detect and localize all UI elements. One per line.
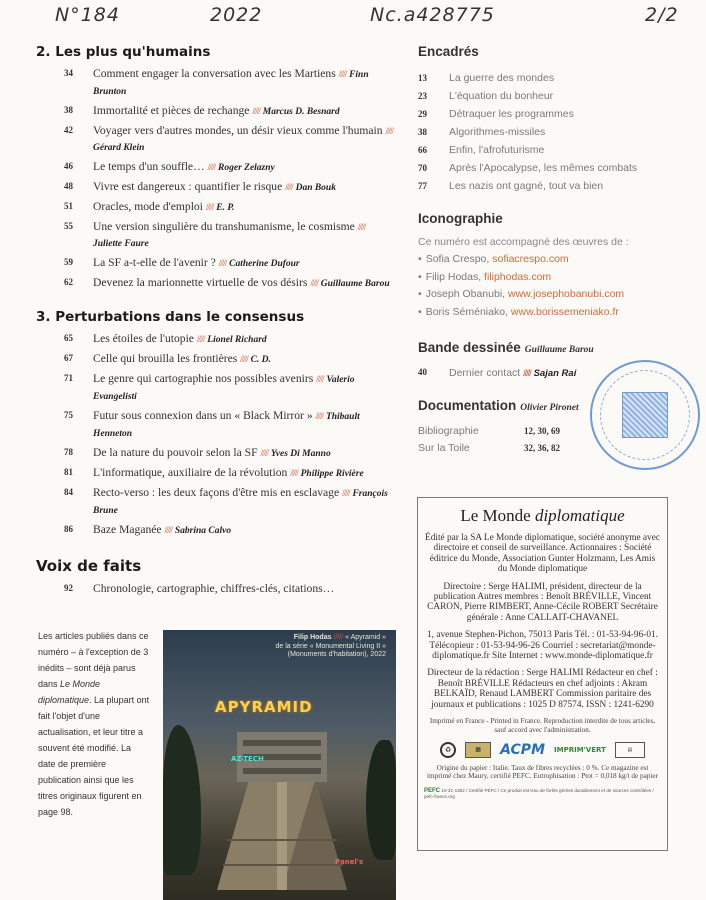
library-stamp [590,360,700,470]
artist-item [418,269,683,287]
section-title: 3. Perturbations dans le consensus [36,309,305,325]
bd-page: 40 [418,367,427,377]
entry-sep: ///// [164,525,172,535]
entry-sep: ///// [357,222,366,232]
entry-author: Gérard Klein [93,143,145,153]
imprimvert-logo: IMPRIM'VERT [554,745,606,754]
toc-entry[interactable] [36,351,396,368]
toc-entry[interactable] [36,581,396,596]
colophon-board: Directoire : Serge HALIMI, président, directeur de la publication Autres membres : Benoît BRÉVILLE, Vincent CARON, Pierre RIMBERT, Anne-Cécile ROBERT Secrétaire générale : Anne CALLAIT-CHAVANEL [427,581,658,623]
encadre-item[interactable] [418,159,683,177]
colophon-editorial: Directeur de la rédaction : Serge HALIMI Rédacteur en chef : Benoît BRÉVILLE Rédacteurs en chef adjoints : Akram BELKAÏD, Renaud LAMBERT Commission paritaire des journaux et publications : 1025 D 87574. ISSN : 1241-6290 [427,668,658,710]
encadre-item[interactable] [418,141,683,159]
doc-pages: 12, 30, 69 [524,426,560,436]
entry-page: 34 [64,68,73,78]
encadre-page: 70 [418,163,427,173]
entry-author: Finn Brunton [93,70,369,97]
colophon-title-main: Le Monde [460,506,535,525]
artist-item [418,251,683,269]
entry-author: François Brune [93,489,388,516]
entry-author: Guillaume Barou [320,279,390,289]
toc-entry[interactable] [36,123,396,156]
entry-title: Chronologie, cartographie, chiffres-clés, citations… [93,582,335,595]
toc-entry[interactable] [36,408,396,442]
encadre-label: La guerre des mondes [449,72,555,84]
bd-item-author: Sajan Rai [533,368,577,379]
entry-page: 75 [64,410,73,420]
entry-page: 51 [64,201,73,211]
entry-title: Futur sous connexion dans un « Black Mirror » [93,409,313,422]
entry-page: 92 [64,583,73,593]
handwritten-page: 2/2 [645,4,679,26]
entry-author: Sabrina Calvo [174,526,232,536]
bd-title: Bande dessinée [418,340,521,355]
encadres-title: Encadrés [418,44,479,59]
toc-entry[interactable] [36,179,396,196]
entry-author: Catherine Dufour [229,259,300,269]
handwritten-ref: Nc.a428775 [370,4,495,26]
entry-page: 84 [64,487,73,497]
entry-title: Recto-verso : les deux façons d'être mis en esclavage [93,486,340,499]
colophon-printed: Imprimé en France - Printed in France. Reproduction interdite de tous articles, sauf accord avec l'administration. [429,717,656,734]
entry-title: Immortalité et pièces de rechange [93,104,250,117]
doc-author: Olivier Pironet [520,403,579,413]
toc-entry[interactable] [36,103,396,120]
table-of-contents [36,44,396,599]
pefc-label: PEFC [424,787,441,794]
section-title: 2. Les plus qu'humains [36,44,211,60]
entry-sep: ///// [315,411,324,421]
colophon-title-italic: diplomatique [534,506,625,525]
cover-series: de la série « Monumental Living II » [275,642,386,650]
iconographie-title: Iconographie [418,211,503,226]
entry-sep: ///// [218,258,227,268]
toc-entry[interactable] [36,445,396,462]
toc-entry[interactable] [36,485,396,519]
entry-page: 46 [64,161,73,171]
colophon-box [417,497,668,851]
encadre-item[interactable] [418,105,683,123]
encadre-label: Algorithmes-missiles [449,126,546,138]
encadre-label: Enfin, l'afrofuturisme [449,144,545,156]
encadre-page: 77 [418,181,427,191]
entry-sep: ///// [240,354,248,364]
entry-page: 38 [64,105,73,115]
entry-author: Roger Zelazny [218,163,275,173]
entry-sep: ///// [385,126,393,136]
artist-url[interactable]: filiphodas.com [484,270,552,283]
entry-list [36,331,396,539]
artist-url[interactable]: sofiacrespo.com [492,253,569,265]
artist-item [418,286,683,304]
entry-author: Valerio Evangelisti [93,375,355,402]
intro-text: Les articles publiés dans ce numéro – à l'exception de 3 inédits – sont déjà parus dans [38,631,149,689]
entry-page: 71 [64,373,73,383]
entry-title: Les étoiles de l'utopie [93,332,194,345]
toc-entry[interactable] [36,255,396,272]
artist-url[interactable]: www.borissemeniako.fr [510,305,619,318]
section-title: Voix de faits [36,557,142,575]
artist-url[interactable]: www.josephobanubi.com [508,288,625,300]
entry-title: La SF a-t-elle de l'avenir ? [93,256,216,269]
artist-name: Boris Séméniako, [425,305,511,318]
entry-title: Le temps d'un souffle… [93,160,205,173]
bd-author: Guillaume Barou [524,345,594,355]
entry-page: 55 [64,221,73,231]
encadre-item[interactable] [418,69,683,87]
entry-sep: ///// [252,106,260,116]
entry-author: Juliette Faure [93,239,149,249]
entry-sep: ///// [205,202,214,212]
entry-title: Baze Maganée [93,523,162,536]
cover-image [163,630,396,900]
entry-author: Philippe Rivière [300,469,364,479]
iconographie-section [418,211,683,321]
bd-sep: ///// [523,368,531,378]
encadre-label: Après l'Apocalypse, les mêmes combats [449,162,638,174]
entry-page: 42 [64,125,73,135]
handwritten-year: 2022 [210,4,263,26]
encadre-label: Détraquer les programmes [449,108,574,120]
encadre-item[interactable] [418,87,683,105]
cover-work: « Apyramid » [345,634,386,641]
toc-entry[interactable] [36,522,396,539]
toc-entry[interactable] [36,465,396,482]
recycle-icon: ♻ [440,742,456,758]
artist-name: Sofia Crespo, [425,253,493,265]
entry-sep: ///// [338,69,347,79]
entry-author: Lionel Richard [207,335,267,345]
encadre-page: 29 [418,109,427,119]
pefc-line [424,788,661,800]
entry-sep: ///// [260,448,268,458]
toc-entry[interactable] [36,199,396,216]
entry-author: Marcus D. Besnard [262,107,340,117]
toc-entry[interactable] [36,159,396,176]
cover-subtitle: (Monuments d'habitation), 2022 [287,651,386,658]
entry-sep: ///// [310,278,318,288]
artist-name: Joseph Obanubi, [425,288,508,300]
entry-sep: ///// [285,182,293,192]
entry-list [36,66,396,292]
press-label-icon: ▤ [615,742,645,758]
entry-title: De la nature du pouvoir selon la SF [93,446,258,459]
intro-note [38,628,150,820]
cover-brand: APYRAMID [215,698,313,716]
entry-sep: ///// [342,488,350,498]
entry-author: C. D. [250,355,271,365]
entry-page: 86 [64,524,73,534]
entry-sep: ///// [290,468,298,478]
entry-title: Vivre est dangereux : quantifier le risque [93,180,283,193]
entry-title: Devenez la marionnette virtuelle de vos désirs [93,276,308,289]
intro-magazine: Le Monde diplomatique [38,679,101,705]
entry-title: L'informatique, auxiliaire de la révolution [93,466,288,479]
entry-author: E. P. [216,203,235,213]
stamp-emblem [622,392,668,438]
encadre-item[interactable] [418,177,683,195]
entry-author: Yves Di Manno [270,449,331,459]
cover-caption [236,634,386,660]
tree-shape [366,740,396,860]
colophon-editor: Édité par la SA Le Monde diplomatique, société anonyme avec directoire et conseil de surveillance. Actionnaires : Société éditrice du Monde, Association Gunter Holzmann, Les Amis du Monde diplomatique [425,533,660,575]
entry-sep: ///// [196,334,205,344]
doc-pages: 32, 36, 82 [524,443,560,453]
colophon-paper: Origine du papier : Italie. Taux de fibres recyclées : 0 %. Ce magazine est imprimé chez Maury, certifié PEFC. Eutrophisation : Ptot = 0,018 kg/t de papier [427,763,658,781]
entry-page: 59 [64,257,73,267]
encadre-page: 13 [418,73,427,83]
entry-page: 67 [64,353,73,363]
intro-text-end: . La plupart ont fait l'objet d'une actualisation, et leur titre a souvent été modifié. La date de première publication ainsi que les titres originaux figurent en page 98. [38,695,150,817]
handwritten-issue: N°184 [55,4,120,26]
paper-label-icon: ▦ [465,742,491,758]
doc-label: Bibliographie [418,425,479,437]
section-voix [36,557,396,596]
artist-name: Filip Hodas, [425,270,485,283]
entry-title: Comment engager la conversation avec les Martiens [93,67,336,80]
section-3 [36,309,396,539]
toc-entry[interactable] [36,275,396,292]
pefc-text: 10-31-1352 / Certifié PEFC / Ce produit est issu de forêts gérées durablement et de sources contrôlées / pefc-france.org [424,787,654,799]
encadre-page: 23 [418,91,427,101]
entry-page: 48 [64,181,73,191]
artist-item [418,304,683,322]
doc-title: Documentation [418,398,517,413]
entry-page: 62 [64,277,73,287]
encadre-item[interactable] [418,123,683,141]
cover-tag: Panel's [335,858,364,866]
entry-title: Celle qui brouilla les frontières [93,352,238,365]
artist-list [418,251,683,321]
entry-title: Le genre qui cartographie nos possibles avenirs [93,372,314,385]
encadres-section [418,44,683,195]
acpm-logo: ACPM [500,741,545,758]
tree-shape [163,725,201,875]
section-2 [36,44,396,292]
cover-sep: ///// [333,634,344,641]
toc-entry[interactable] [36,219,396,252]
entry-author: Dan Bouk [295,183,336,193]
encadre-label: L'équation du bonheur [449,90,554,102]
cover-artist: Filip Hodas [293,634,332,641]
colophon-title [424,506,661,526]
entry-page: 81 [64,467,73,477]
doc-label: Sur la Toile [418,442,470,454]
entry-author: Thibault Henneton [93,412,360,439]
iconographie-intro: Ce numéro est accompagné des œuvres de : [418,236,629,248]
encadre-page: 38 [418,127,427,137]
entry-page: 78 [64,447,73,457]
entry-sep: ///// [207,162,216,172]
toc-entry[interactable] [36,331,396,348]
entry-sep: ///// [316,374,324,384]
certification-logos [424,742,661,758]
colophon-contact: 1, avenue Stephen-Pichon, 75013 Paris Tél. : 01-53-94-96-01. Télécopieur : 01-53-94-96-26 Courriel : secretariat@monde-diplomatique.fr Site Internet : www.monde-diplomatique.fr [427,630,658,662]
toc-entry[interactable] [36,66,396,100]
cover-tag: AZ-TECH [231,755,264,763]
entry-title: Une version singulière du transhumanisme, le cosmisme [93,220,355,233]
entry-title: Voyager vers d'autres mondes, un désir vieux comme l'humain [93,124,383,137]
encadre-page: 66 [418,145,427,155]
encadre-label: Les nazis ont gagné, tout va bien [449,180,604,192]
entry-page: 65 [64,333,73,343]
bd-label: Dernier contact [449,367,521,379]
toc-entry[interactable] [36,371,396,405]
encadres-list [418,69,683,195]
entry-title: Oracles, mode d'emploi [93,200,203,213]
